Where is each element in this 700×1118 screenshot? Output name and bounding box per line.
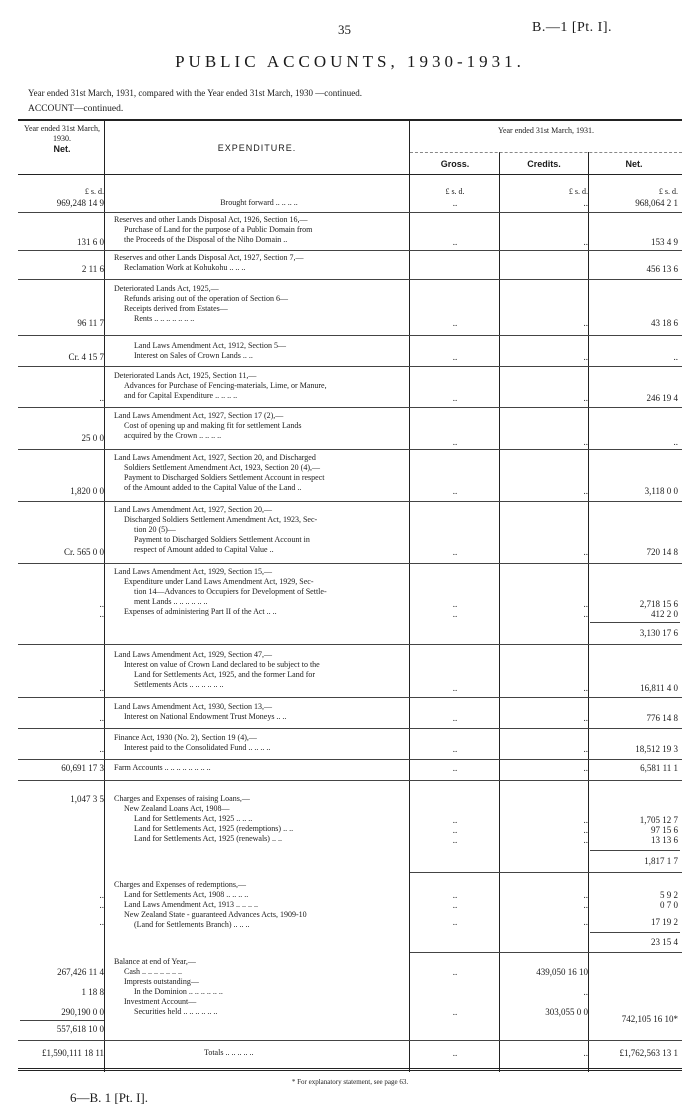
gross-value: .. [452, 890, 458, 900]
prev-value: Cr. 565 0 0 [63, 547, 104, 557]
gross-value: .. [452, 815, 458, 825]
row-divider [18, 279, 682, 280]
units-prev: £ s. d. [84, 187, 104, 196]
subtotal-rule [20, 1020, 104, 1021]
column-divider [104, 120, 105, 1072]
row-divider [18, 449, 682, 450]
prev-value: 969,248 14 9 [56, 198, 104, 208]
net-header: Net. [625, 159, 643, 169]
row-divider [18, 501, 682, 502]
row-divider [18, 728, 682, 729]
section-label: ACCOUNT—continued. [28, 104, 124, 114]
prev-value: .. [99, 917, 104, 927]
credits-value: .. [583, 1048, 588, 1058]
row-divider [410, 872, 682, 873]
expenditure-header: EXPENDITURE. [217, 143, 297, 153]
gross-value: .. [452, 1048, 458, 1058]
footnote: * For explanatory statement, see page 63. [291, 1078, 409, 1086]
gross-value: .. [452, 1007, 458, 1017]
page-number: 35 [338, 22, 351, 37]
row-divider [18, 1040, 682, 1041]
prev-value: 267,426 11 4 [57, 967, 104, 977]
net-value: 153 4 9 [651, 237, 678, 247]
credits-header: Credits. [527, 159, 561, 169]
credits-value: .. [583, 352, 588, 362]
row-divider [18, 366, 682, 367]
credits-value: .. [583, 713, 588, 723]
subtotal-value: 1,817 1 7 [644, 856, 678, 866]
column-divider [409, 120, 410, 1072]
row-description: Farm Accounts .. .. .. .. .. .. .. .. [114, 763, 211, 772]
net-value: 412 2 0 [651, 609, 678, 619]
net-value: 2,718 15 6 [639, 599, 678, 609]
credits-value: .. [583, 917, 588, 927]
net-value: 18,512 19 3 [635, 744, 678, 754]
row-divider [18, 250, 682, 251]
row-description: Land Laws Amendment Act, 1927, Section 20,— Discharged Soldiers Settlement Amendment Act, 1923, Sec- tion 20 (5)— Payment to Discharged Soldiers Settlement Account in respect of Amount added to Capital Value .. [114, 505, 318, 554]
gross-value: .. [452, 352, 458, 362]
net-value: 13 13 6 [651, 835, 678, 845]
table-bottom-rule [18, 1068, 682, 1071]
credits-value: .. [583, 486, 588, 496]
prev-value: 1,820 0 0 [70, 486, 104, 496]
row-description: Land Laws Amendment Act, 1929, Section 47,— Interest on value of Crown Land declared to be subject to the Land for Settlements Act, 1925, and the former Land for Settlements Acts .. .. .. .. .. .. [114, 650, 320, 689]
subtotal-rule [590, 932, 680, 933]
row-divider [18, 563, 682, 564]
table-top-rule [18, 119, 682, 121]
prev-year-label: Year ended 31st March, 1930. [23, 124, 101, 143]
row-divider [410, 952, 682, 953]
units-net: £ s. d. [658, 187, 678, 196]
gross-value: .. [452, 237, 458, 247]
prev-net-label: Net. [53, 144, 71, 154]
row-description: Finance Act, 1930 (No. 2), Section 19 (4),— Interest paid to the Consolidated Fund .. .. .. .. [114, 733, 271, 752]
row-description: Land Laws Amendment Act, 1927, Section 17 (2),— Cost of opening up and making fit for settlement Lands acquired by the Crown .. .. .. .. [114, 411, 302, 440]
prev-value: .. [99, 890, 104, 900]
subtotal-value: 557,618 10 0 [56, 1024, 104, 1034]
net-value: 776 14 8 [646, 713, 678, 723]
gross-value: .. [452, 900, 458, 910]
prev-value: 131 6 0 [77, 237, 104, 247]
credits-value: .. [583, 744, 588, 754]
subtotal-value: 3,130 17 6 [639, 628, 678, 638]
gross-value: .. [452, 744, 458, 754]
credits-value: .. [583, 609, 588, 619]
prev-value: 25 0 0 [81, 433, 104, 443]
credits-value: .. [583, 237, 588, 247]
gross-header: Gross. [440, 159, 470, 169]
prev-value: 1,047 3 5 [70, 794, 104, 804]
gross-value: .. [452, 763, 458, 773]
page-title: PUBLIC ACCOUNTS, 1930-1931. [175, 52, 525, 71]
net-value: 968,064 2 1 [635, 198, 678, 208]
row-description: Land Laws Amendment Act, 1927, Section 20, and Discharged Soldiers Settlement Amendment Act, 1923, Section 20 (4),— Payment to Discharged Soldiers Settlement Account in respect of the Amount added to the Capital Value of the Land .. [114, 453, 325, 492]
subtotal-rule [590, 850, 680, 851]
credits-value: 439,050 16 10 [536, 967, 588, 977]
prev-value: 60,691 17 3 [61, 763, 104, 773]
row-description: Brought forward .. .. .. .. [220, 198, 298, 207]
prev-value: £1,590,111 18 11 [42, 1048, 104, 1058]
gross-value: .. [452, 609, 458, 619]
net-value: 43 18 6 [651, 318, 678, 328]
gross-value: .. [452, 437, 458, 447]
credits-value: .. [583, 900, 588, 910]
gross-value: .. [452, 713, 458, 723]
page-subtitle: Year ended 31st March, 1931, compared with the Year ended 31st March, 1930 —continued. [28, 88, 363, 98]
credits-value: .. [583, 763, 588, 773]
gross-value: .. [452, 825, 458, 835]
gross-value: .. [452, 547, 458, 557]
prev-value: .. [99, 609, 104, 619]
row-divider [18, 780, 682, 781]
prev-value: .. [99, 599, 104, 609]
gross-value: .. [452, 917, 458, 927]
prev-value: .. [99, 744, 104, 754]
gross-value: .. [452, 318, 458, 328]
subtotal-value: 742,105 16 10* [621, 1014, 678, 1024]
credits-value: 303,055 0 0 [545, 1007, 588, 1017]
row-description: Deteriorated Lands Act, 1925,— Refunds arising out of the operation of Section 6— Receipts derived from Estates— Rents .. .. .. .. .. .. .. [114, 284, 288, 323]
header-divider [410, 152, 682, 153]
gross-value: .. [452, 599, 458, 609]
net-value: 720 14 8 [646, 547, 678, 557]
prev-value: 1 18 8 [81, 987, 104, 997]
prev-value: 290,190 0 0 [61, 1007, 104, 1017]
credits-value: .. [583, 890, 588, 900]
net-value: 16,811 4 0 [640, 683, 678, 693]
net-value: 5 9 2 [660, 890, 678, 900]
row-description: Charges and Expenses of redemptions,— Land for Settlements Act, 1908 .. .. .. .. Land Laws Amendment Act, 1913 .. .. .. .. New Zealand State - guaranteed Advances Acts, 1909-10 (Land for Settlements Branch) .. .. .. [114, 880, 307, 929]
gross-value: .. [452, 393, 458, 403]
net-value: .. [673, 437, 678, 447]
prev-value: .. [99, 393, 104, 403]
row-description: Charges and Expenses of raising Loans,— New Zealand Loans Act, 1908— Land for Settlements Act, 1925 .. .. .. Land for Settlements Act, 1925 (redemptions) .. .. Land for Settlements Act, 1925 (renewals) .. .. [114, 794, 294, 843]
row-description: Totals .. .. .. .. .. [204, 1048, 254, 1057]
net-value: 17 19 2 [651, 917, 678, 927]
gross-value: .. [452, 967, 458, 977]
gross-value: .. [452, 683, 458, 693]
net-value: 456 13 6 [646, 264, 678, 274]
credits-value: .. [583, 318, 588, 328]
column-divider [588, 152, 589, 1072]
row-divider [18, 759, 682, 760]
row-description: Land Laws Amendment Act, 1930, Section 13,— Interest on National Endowment Trust Moneys .. .. [114, 702, 287, 721]
credits-value: .. [583, 987, 588, 997]
row-divider [18, 335, 682, 336]
prev-value: .. [99, 713, 104, 723]
net-value: 246 19 4 [646, 393, 678, 403]
net-value: 6,581 11 1 [640, 763, 678, 773]
document-reference: B.—1 [Pt. I]. [532, 20, 612, 35]
credits-value: .. [583, 437, 588, 447]
row-description: Reserves and other Lands Disposal Act, 1927, Section 7,— Reclamation Work at Kohukohu .. .. .. [114, 253, 304, 272]
footer-reference: 6—B. 1 [Pt. I]. [70, 1090, 148, 1105]
gross-value: .. [452, 486, 458, 496]
net-value: 3,118 0 0 [644, 486, 678, 496]
units-credits: £ s. d. [568, 187, 588, 196]
row-divider [18, 697, 682, 698]
row-description: Land Laws Amendment Act, 1929, Section 15,— Expenditure under Land Laws Amendment Act, 1929, Sec- tion 14—Advances to Occupiers for Development of Settle- ment Lands .. .. .. .. .. .. Expenses of administering Part II of the Act .. .. [114, 567, 327, 616]
row-description: Balance at end of Year,— Cash .. .. .. .. .. .. .. Imprests outstanding— In the Dominion .. .. .. .. .. .. Investment Account— Securities held .. .. .. .. .. .. [114, 957, 223, 1016]
credits-value: .. [583, 547, 588, 557]
row-divider [18, 644, 682, 645]
credits-value: .. [583, 815, 588, 825]
row-description: Land Laws Amendment Act, 1912, Section 5— Interest on Sales of Crown Lands .. .. [134, 341, 286, 360]
units-gross: £ s. d. [445, 187, 465, 196]
prev-value: 2 11 6 [81, 264, 104, 274]
header-bottom-rule [18, 174, 682, 175]
row-description: Deteriorated Lands Act, 1925, Section 11,— Advances for Purchase of Fencing-materials, Lime, or Manure, and for Capital Expenditure .. .. .. .. [114, 371, 327, 400]
gross-value: .. [452, 835, 458, 845]
prev-value: .. [99, 900, 104, 910]
prev-value: Cr. 4 15 7 [68, 352, 104, 362]
row-description: Reserves and other Lands Disposal Act, 1926, Section 16,— Purchase of Land for the purpose of a Public Domain from the Proceeds of the Disposal of the Niho Domain .. [114, 215, 313, 244]
curr-year-header: Year ended 31st March, 1931. [497, 126, 595, 135]
net-value: 0 7 0 [660, 900, 678, 910]
prev-year-header [20, 124, 104, 155]
credits-value: .. [583, 835, 588, 845]
subtotal-rule [590, 622, 680, 623]
net-value: 1,705 12 7 [639, 815, 678, 825]
credits-value: .. [583, 683, 588, 693]
row-divider [18, 407, 682, 408]
gross-value: .. [452, 198, 458, 208]
credits-value: .. [583, 198, 588, 208]
net-value: £1,762,563 13 1 [619, 1048, 678, 1058]
prev-value: 96 11 7 [77, 318, 104, 328]
net-value: 97 15 6 [651, 825, 678, 835]
row-divider [18, 212, 682, 213]
prev-value: .. [99, 683, 104, 693]
net-value: .. [673, 352, 678, 362]
subtotal-value: 23 15 4 [651, 937, 678, 947]
credits-value: .. [583, 599, 588, 609]
credits-value: .. [583, 825, 588, 835]
credits-value: .. [583, 393, 588, 403]
